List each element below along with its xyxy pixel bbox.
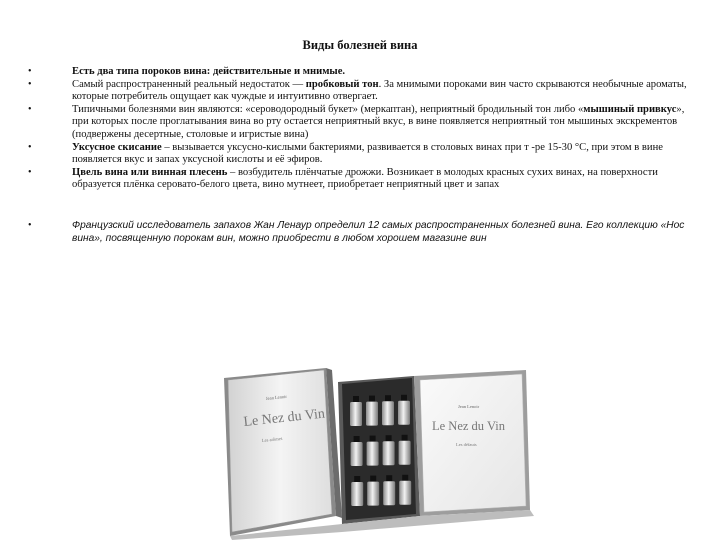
bullet-dot: • [28, 141, 32, 153]
vial-tray [338, 376, 420, 524]
vial [399, 481, 411, 505]
vial-cap [353, 396, 359, 402]
bullet-dot: • [28, 78, 32, 90]
bullet-item [28, 79, 688, 104]
bullet-text: Типичными болезнями вин являются: «сероводородный букет» (меркаптан), неприятный бродильный тон либо « [72, 103, 584, 115]
vial [383, 441, 395, 465]
bullet-text: Самый распространенный реальный недостаток — [72, 78, 306, 90]
svg-text:Jean Lenoir: Jean Lenoir [458, 404, 480, 409]
wine-aroma-kit-photo [218, 366, 534, 540]
vial [351, 482, 363, 506]
bullet-text: . За мнимыми пороками вин часто скрываются необычные ароматы, которые потребитель ощущает как чуждые и интуитивно отвергает. [72, 78, 687, 103]
left-box [224, 368, 342, 536]
bullet-bold-text: Уксусное скисание [72, 141, 162, 153]
slide-title: Виды болезней вина [302, 38, 418, 52]
right-box-logo: Le Nez du Vin [432, 419, 505, 433]
svg-text:Jean Lenoir: Jean Lenoir [265, 393, 288, 401]
vial-cap [386, 475, 392, 481]
bullet-item [28, 66, 688, 79]
vial-cap [354, 476, 360, 482]
vial [350, 402, 362, 426]
vial [367, 482, 379, 506]
vial-cap [370, 476, 376, 482]
svg-text:Les défauts: Les défauts [456, 442, 477, 447]
vial [351, 442, 363, 466]
bullet-bold-text: Цвель вина или винная плесень [72, 166, 228, 178]
vial [367, 442, 379, 466]
bullet-bold-text: мышиный привкус [583, 103, 677, 115]
vial [399, 441, 411, 465]
bullet-text: – возбудитель плёнчатые дрожжи. Возникает в молодых красных сухих винах, на поверхности образуется плёнка серовато-белого цвета, вино мутнеет, приобретает неприятный цвет и запах [72, 166, 658, 191]
bullet-text: », при которых после проглатывания вина во рту остается неприятный вкус, в вине появляется неприятный тон мышиных экскрементов (подвержены десертные, столовые и игристые вина) [72, 103, 685, 140]
vial-cap [385, 395, 391, 401]
bullet-item [28, 167, 688, 192]
left-box-logo: Le Nez du Vin [242, 406, 326, 430]
vial-cap [401, 395, 407, 401]
vial [398, 401, 410, 425]
bullet-dot: • [28, 166, 32, 178]
vial [383, 481, 395, 505]
vial-cap [369, 396, 375, 402]
bullet-dot: • [28, 103, 32, 115]
bullet-bold-text: Есть два типа пороков вина: действительные и мнимые. [72, 66, 346, 77]
right-lid [414, 370, 530, 516]
bullet-dot: • [28, 66, 32, 77]
vial [382, 401, 394, 425]
vial-cap [354, 436, 360, 442]
svg-text:Les arômes: Les arômes [261, 435, 283, 443]
bullet-bold-text: пробковый тон [305, 78, 379, 90]
bullet-dot: • [28, 219, 32, 231]
vial-cap [402, 475, 408, 481]
bullet-item [28, 220, 688, 246]
vial-cap [370, 436, 376, 442]
bullet-list [28, 66, 688, 246]
vial-cap [386, 435, 392, 441]
bullet-text: – вызывается уксусно-кислыми бактериями, развивается в столовых винах при т -ре 15-30 °С, при этом в вине появляется вкус и запах уксусной кислоты и её эфиров. [72, 141, 663, 166]
bullet-item [28, 104, 688, 142]
vial-cap [402, 435, 408, 441]
vial [366, 402, 378, 426]
bullet-italic-text: Французский исследователь запахов Жан Ленаур определил 12 самых распространенных болезней вина. Его коллекцию «Нос вина», посвященную порокам вин, можно приобрести в любом хорошем магазине вин [72, 219, 685, 244]
bullet-item [28, 142, 688, 167]
